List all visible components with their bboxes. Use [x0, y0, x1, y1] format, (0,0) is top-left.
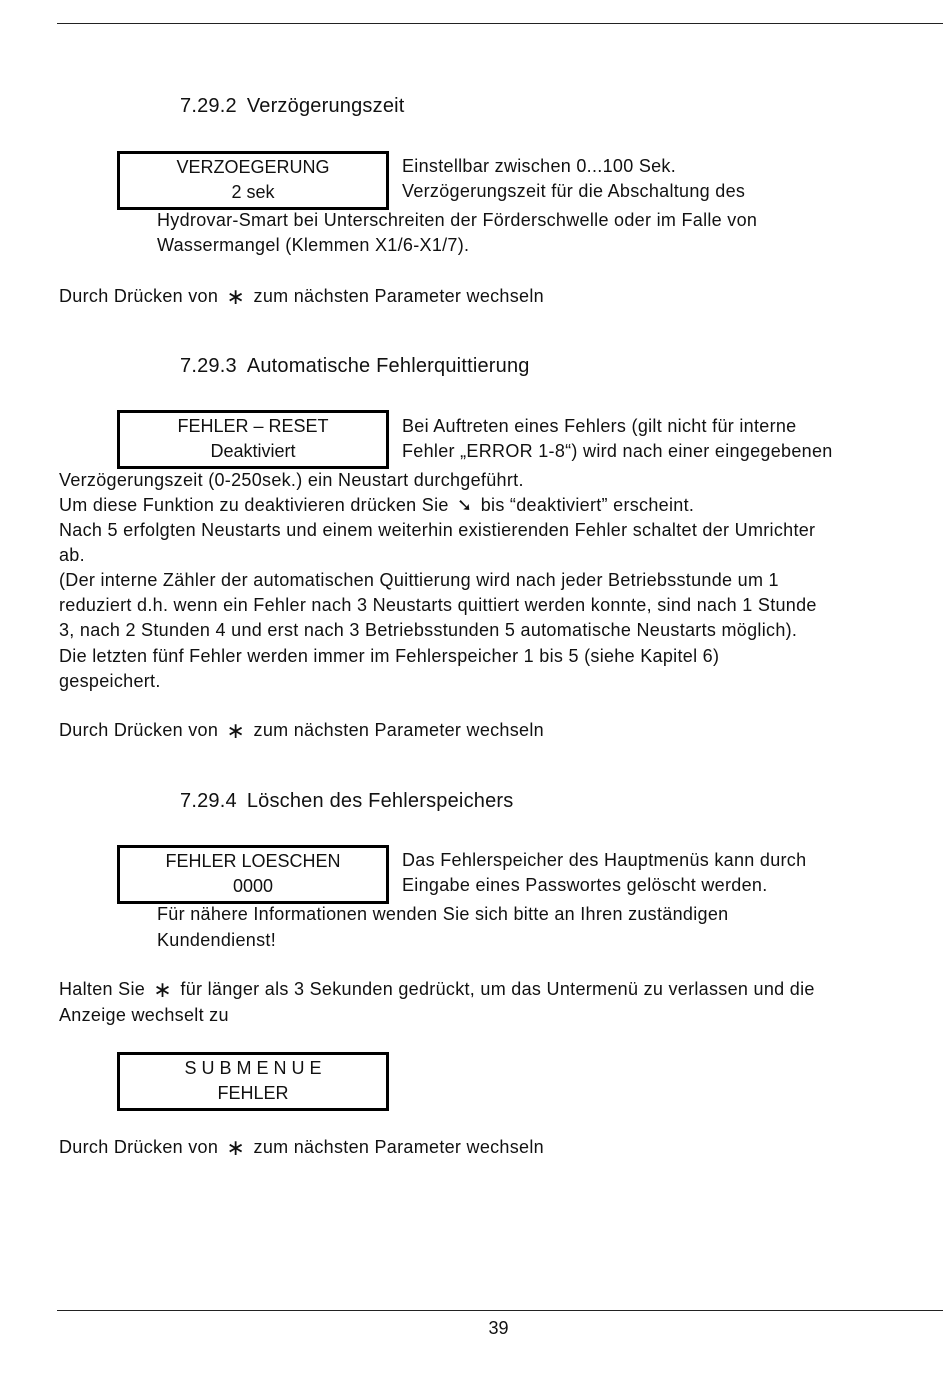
- hold-text-after: für länger als 3 Sekunden gedrückt, um das Untermenü zu verlassen und die: [180, 979, 815, 999]
- desc-line: Einstellbar zwischen 0...100 Sek.: [402, 156, 677, 176]
- section-heading-7-29-3: [180, 355, 530, 378]
- desc-line: Verzögerungszeit für die Abschaltung des: [402, 181, 746, 201]
- nav-text-after: zum nächsten Parameter wechseln: [253, 286, 544, 306]
- body-line: 3, nach 2 Stunden 4 und erst nach 3 Betriebsstunden 5 automatische Neustarts möglich).: [59, 620, 798, 640]
- display-line-2: 2 sek: [231, 182, 275, 202]
- desc-line: Für nähere Informationen wenden Sie sich bitte an Ihren zuständigen: [157, 904, 729, 924]
- section-heading-7-29-4: [180, 790, 513, 813]
- hold-instruction-line2: Anzeige wechselt zu: [59, 1005, 229, 1025]
- display-box-fehler-loeschen: [117, 845, 389, 904]
- body-line: [59, 495, 694, 516]
- top-rule: [57, 23, 943, 24]
- body-line: gespeichert.: [59, 671, 161, 691]
- nav-instruction: [59, 1136, 544, 1161]
- desc-line: Eingabe eines Passwortes gelöscht werden.: [402, 875, 768, 895]
- nav-text-before: Durch Drücken von: [59, 286, 219, 306]
- desc-line: Fehler „ERROR 1-8“) wird nach einer eingegebenen: [402, 441, 833, 461]
- down-arrow-key-icon: ➘: [457, 495, 473, 516]
- section-number: 7.29.3: [180, 355, 237, 377]
- body-line: (Der interne Zähler der automatischen Quittierung wird nach jeder Betriebsstunde um 1: [59, 570, 779, 590]
- hold-text-before: Halten Sie: [59, 979, 146, 999]
- section-title: Verzögerungszeit: [246, 95, 405, 117]
- asterisk-key-icon: ∗: [226, 1136, 246, 1161]
- body-line: ab.: [59, 545, 85, 565]
- desc-line: Hydrovar-Smart bei Unterschreiten der Förderschwelle oder im Falle von: [157, 210, 758, 230]
- body-line: reduziert d.h. wenn ein Fehler nach 3 Neustarts quittiert werden konnte, sind nach 1 Stunde: [59, 595, 817, 615]
- asterisk-key-icon: ∗: [226, 285, 246, 310]
- display-line-2: 0000: [232, 876, 274, 896]
- section-title: Löschen des Fehlerspeichers: [246, 790, 514, 812]
- body-line: Verzögerungszeit (0-250sek.) ein Neustart durchgeführt.: [59, 470, 524, 490]
- asterisk-key-icon: ∗: [226, 719, 246, 744]
- asterisk-key-icon: ∗: [153, 978, 173, 1003]
- body-text-after: bis “deaktiviert” erscheint.: [480, 495, 695, 515]
- section-title: Automatische Fehlerquittierung: [246, 355, 530, 377]
- display-line-1: S U B M E N U E: [184, 1058, 322, 1078]
- display-box-fehler-reset: [117, 410, 389, 469]
- hold-instruction: [59, 978, 815, 1003]
- display-box-submenue: [117, 1052, 389, 1111]
- bottom-rule: [57, 1310, 943, 1311]
- nav-instruction: [59, 719, 544, 744]
- display-line-1: VERZOEGERUNG: [176, 157, 330, 177]
- nav-text-before: Durch Drücken von: [59, 1137, 219, 1157]
- desc-line: Bei Auftreten eines Fehlers (gilt nicht für interne: [402, 416, 797, 436]
- body-text-before: Um diese Funktion zu deaktivieren drücken Sie: [59, 495, 449, 515]
- display-line-1: FEHLER LOESCHEN: [165, 851, 341, 871]
- nav-text-before: Durch Drücken von: [59, 720, 219, 740]
- display-line-2: Deaktiviert: [210, 441, 296, 461]
- display-line-2: FEHLER: [217, 1083, 289, 1103]
- desc-line: Das Fehlerspeicher des Hauptmenüs kann durch: [402, 850, 807, 870]
- section-number: 7.29.2: [180, 95, 237, 117]
- body-line: Nach 5 erfolgten Neustarts und einem weiterhin existierenden Fehler schaltet der Umrichter: [59, 520, 816, 540]
- section-heading-7-29-2: [180, 95, 405, 118]
- page-number: 39: [488, 1318, 509, 1338]
- display-box-verzoegerung: [117, 151, 389, 210]
- nav-text-after: zum nächsten Parameter wechseln: [253, 720, 544, 740]
- body-line: Die letzten fünf Fehler werden immer im Fehlerspeicher 1 bis 5 (siehe Kapitel 6): [59, 646, 720, 666]
- nav-instruction: [59, 285, 544, 310]
- desc-line: Kundendienst!: [157, 930, 276, 950]
- display-line-1: FEHLER – RESET: [177, 416, 329, 436]
- desc-line: Wassermangel (Klemmen X1/6-X1/7).: [157, 235, 470, 255]
- nav-text-after: zum nächsten Parameter wechseln: [253, 1137, 544, 1157]
- section-number: 7.29.4: [180, 790, 237, 812]
